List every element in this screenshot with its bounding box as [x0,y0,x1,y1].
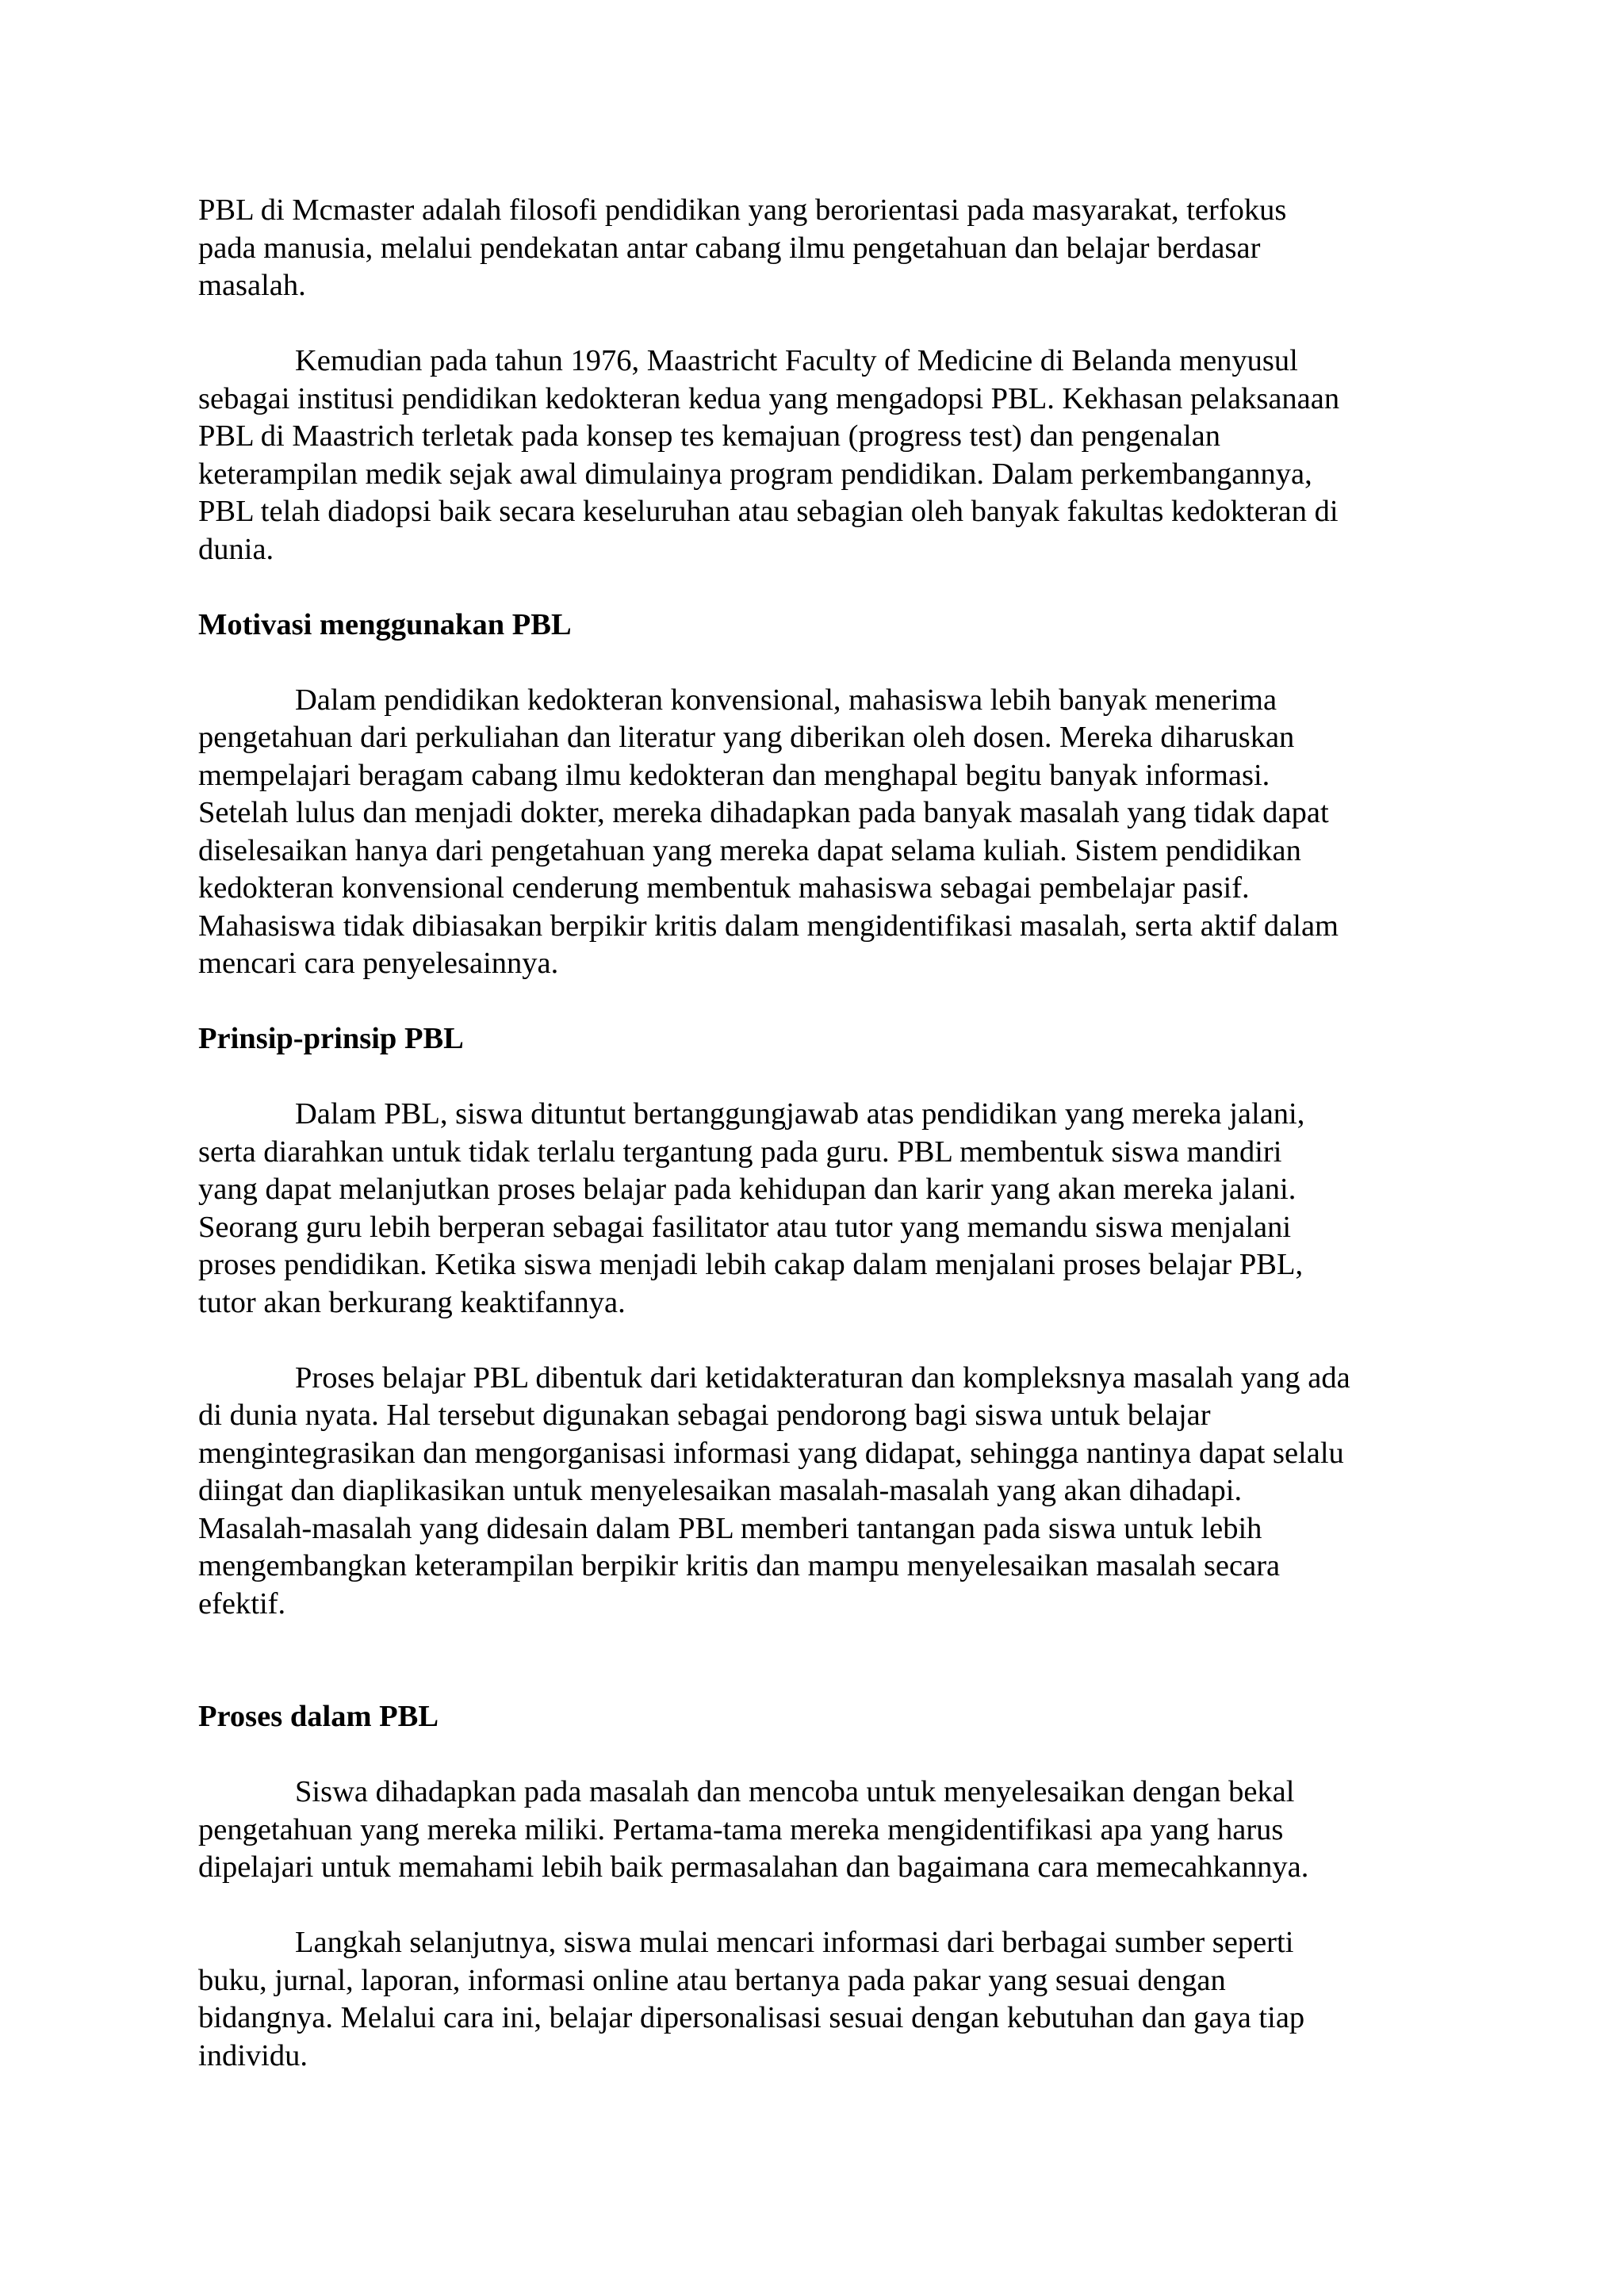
text-line: efektif. [198,1586,286,1621]
text-line: Seorang guru lebih berperan sebagai fasilitator atau tutor yang memandu siswa menjalani [198,1210,1292,1244]
text-line: Siswa dihadapkan pada masalah dan mencoba untuk menyelesaikan dengan bekal [295,1775,1295,1808]
text-line: pengetahuan dari perkuliahan dan literatur yang diberikan oleh dosen. Mereka diharuskan [198,721,1295,754]
text-line: individu. [198,2038,308,2072]
text-line: diselesaikan hanya dari pengetahuan yang mereka dapat selama kuliah. Sistem pendidikan [198,833,1301,867]
text-line: pengetahuan yang mereka miliki. Pertama-tama mereka mengidentifikasi apa yang harus [198,1812,1284,1846]
section-heading: Prinsip-prinsip PBL [198,1022,464,1055]
text-line: Kemudian pada tahun 1976, Maastricht Faculty of Medicine di Belanda menyusul [295,344,1298,377]
text-line: pada manusia, melalui pendekatan antar cabang ilmu pengetahuan dan belajar berdasar [198,231,1261,265]
text-line: PBL di Mcmaster adalah filosofi pendidikan yang berorientasi pada masyarakat, terfokus [198,193,1287,227]
text-line: Proses belajar PBL dibentuk dari ketidakteraturan dan kompleksnya masalah yang ada [295,1360,1350,1395]
paragraph [198,1774,1451,1887]
paragraph [198,682,1451,983]
text-line: PBL telah diadopsi baik secara keseluruhan atau sebagian oleh banyak fakultas kedokteran di [198,495,1339,528]
text-line: proses pendidikan. Ketika siswa menjadi lebih cakap dalam menjalani proses belajar PBL, [198,1248,1304,1281]
text-line: Mahasiswa tidak dibiasakan berpikir kritis dalam mengidentifikasi masalah, serta aktif dalam [198,909,1339,943]
section-heading: Motivasi menggunakan PBL [198,607,572,641]
paragraph [198,342,1451,568]
text-line: diingat dan diaplikasikan untuk menyelesaikan masalah-masalah yang akan dihadapi. [198,1474,1243,1507]
text-line: PBL di Maastrich terletak pada konsep tes kemajuan (progress test) dan pengenalan [198,419,1220,453]
paragraph [198,1360,1451,1624]
text-line: dipelajari untuk memahami lebih baik permasalahan dan bagaimana cara memecahkannya. [198,1850,1309,1884]
spacer [198,1661,1451,1699]
text-line: kedokteran konvensional cenderung membentuk mahasiswa sebagai pembelajar pasif. [198,871,1250,905]
text-line: masalah. [198,269,306,302]
text-line: mempelajari beragam cabang ilmu kedokteran dan menghapal begitu banyak informasi. [198,758,1270,792]
text-line: Langkah selanjutnya, siswa mulai mencari informasi dari berbagai sumber seperti [295,1926,1294,1959]
section-heading: Proses dalam PBL [198,1700,439,1733]
text-line: di dunia nyata. Hal tersebut digunakan sebagai pendorong bagi siswa untuk belajar [198,1399,1211,1432]
text-line: sebagai institusi pendidikan kedokteran kedua yang mengadopsi PBL. Kekhasan pelaksanaan [198,381,1340,415]
text-line: yang dapat melanjutkan proses belajar pada kehidupan dan karir yang akan mereka jalani. [198,1173,1297,1206]
text-line: buku, jurnal, laporan, informasi online atau bertanya pada pakar yang sesuai dengan [198,1963,1226,1997]
text-line: Dalam PBL, siswa dituntut bertanggungjawab atas pendidikan yang mereka jalani, [295,1097,1305,1131]
text-line: dunia. [198,532,274,566]
text-line: mencari cara penyelesainnya. [198,947,559,980]
text-line: bidangnya. Melalui cara ini, belajar dipersonalisasi sesuai dengan kebutuhan dan gaya tiap [198,2001,1305,2034]
paragraph [198,1096,1451,1322]
text-line: serta diarahkan untuk tidak terlalu tergantung pada guru. PBL membentuk siswa mandiri [198,1135,1282,1169]
paragraph [198,1924,1451,2075]
paragraph [198,192,1451,305]
text-line: keterampilan medik sejak awal dimulainya program pendidikan. Dalam perkembangannya, [198,457,1312,491]
text-line: mengintegrasikan dan mengorganisasi informasi yang didapat, sehingga nantinya dapat selalu [198,1436,1344,1470]
text-line: tutor akan berkurang keaktifannya. [198,1285,626,1319]
document-page [198,192,1451,2113]
text-line: Dalam pendidikan kedokteran konvensional, mahasiswa lebih banyak menerima [295,683,1277,717]
text-line: mengembangkan keterampilan berpikir kritis dan mampu menyelesaikan masalah secara [198,1549,1281,1582]
text-line: Setelah lulus dan menjadi dokter, mereka dihadapkan pada banyak masalah yang tidak dapat [198,796,1329,829]
text-line: Masalah-masalah yang didesain dalam PBL memberi tantangan pada siswa untuk lebih [198,1511,1262,1545]
